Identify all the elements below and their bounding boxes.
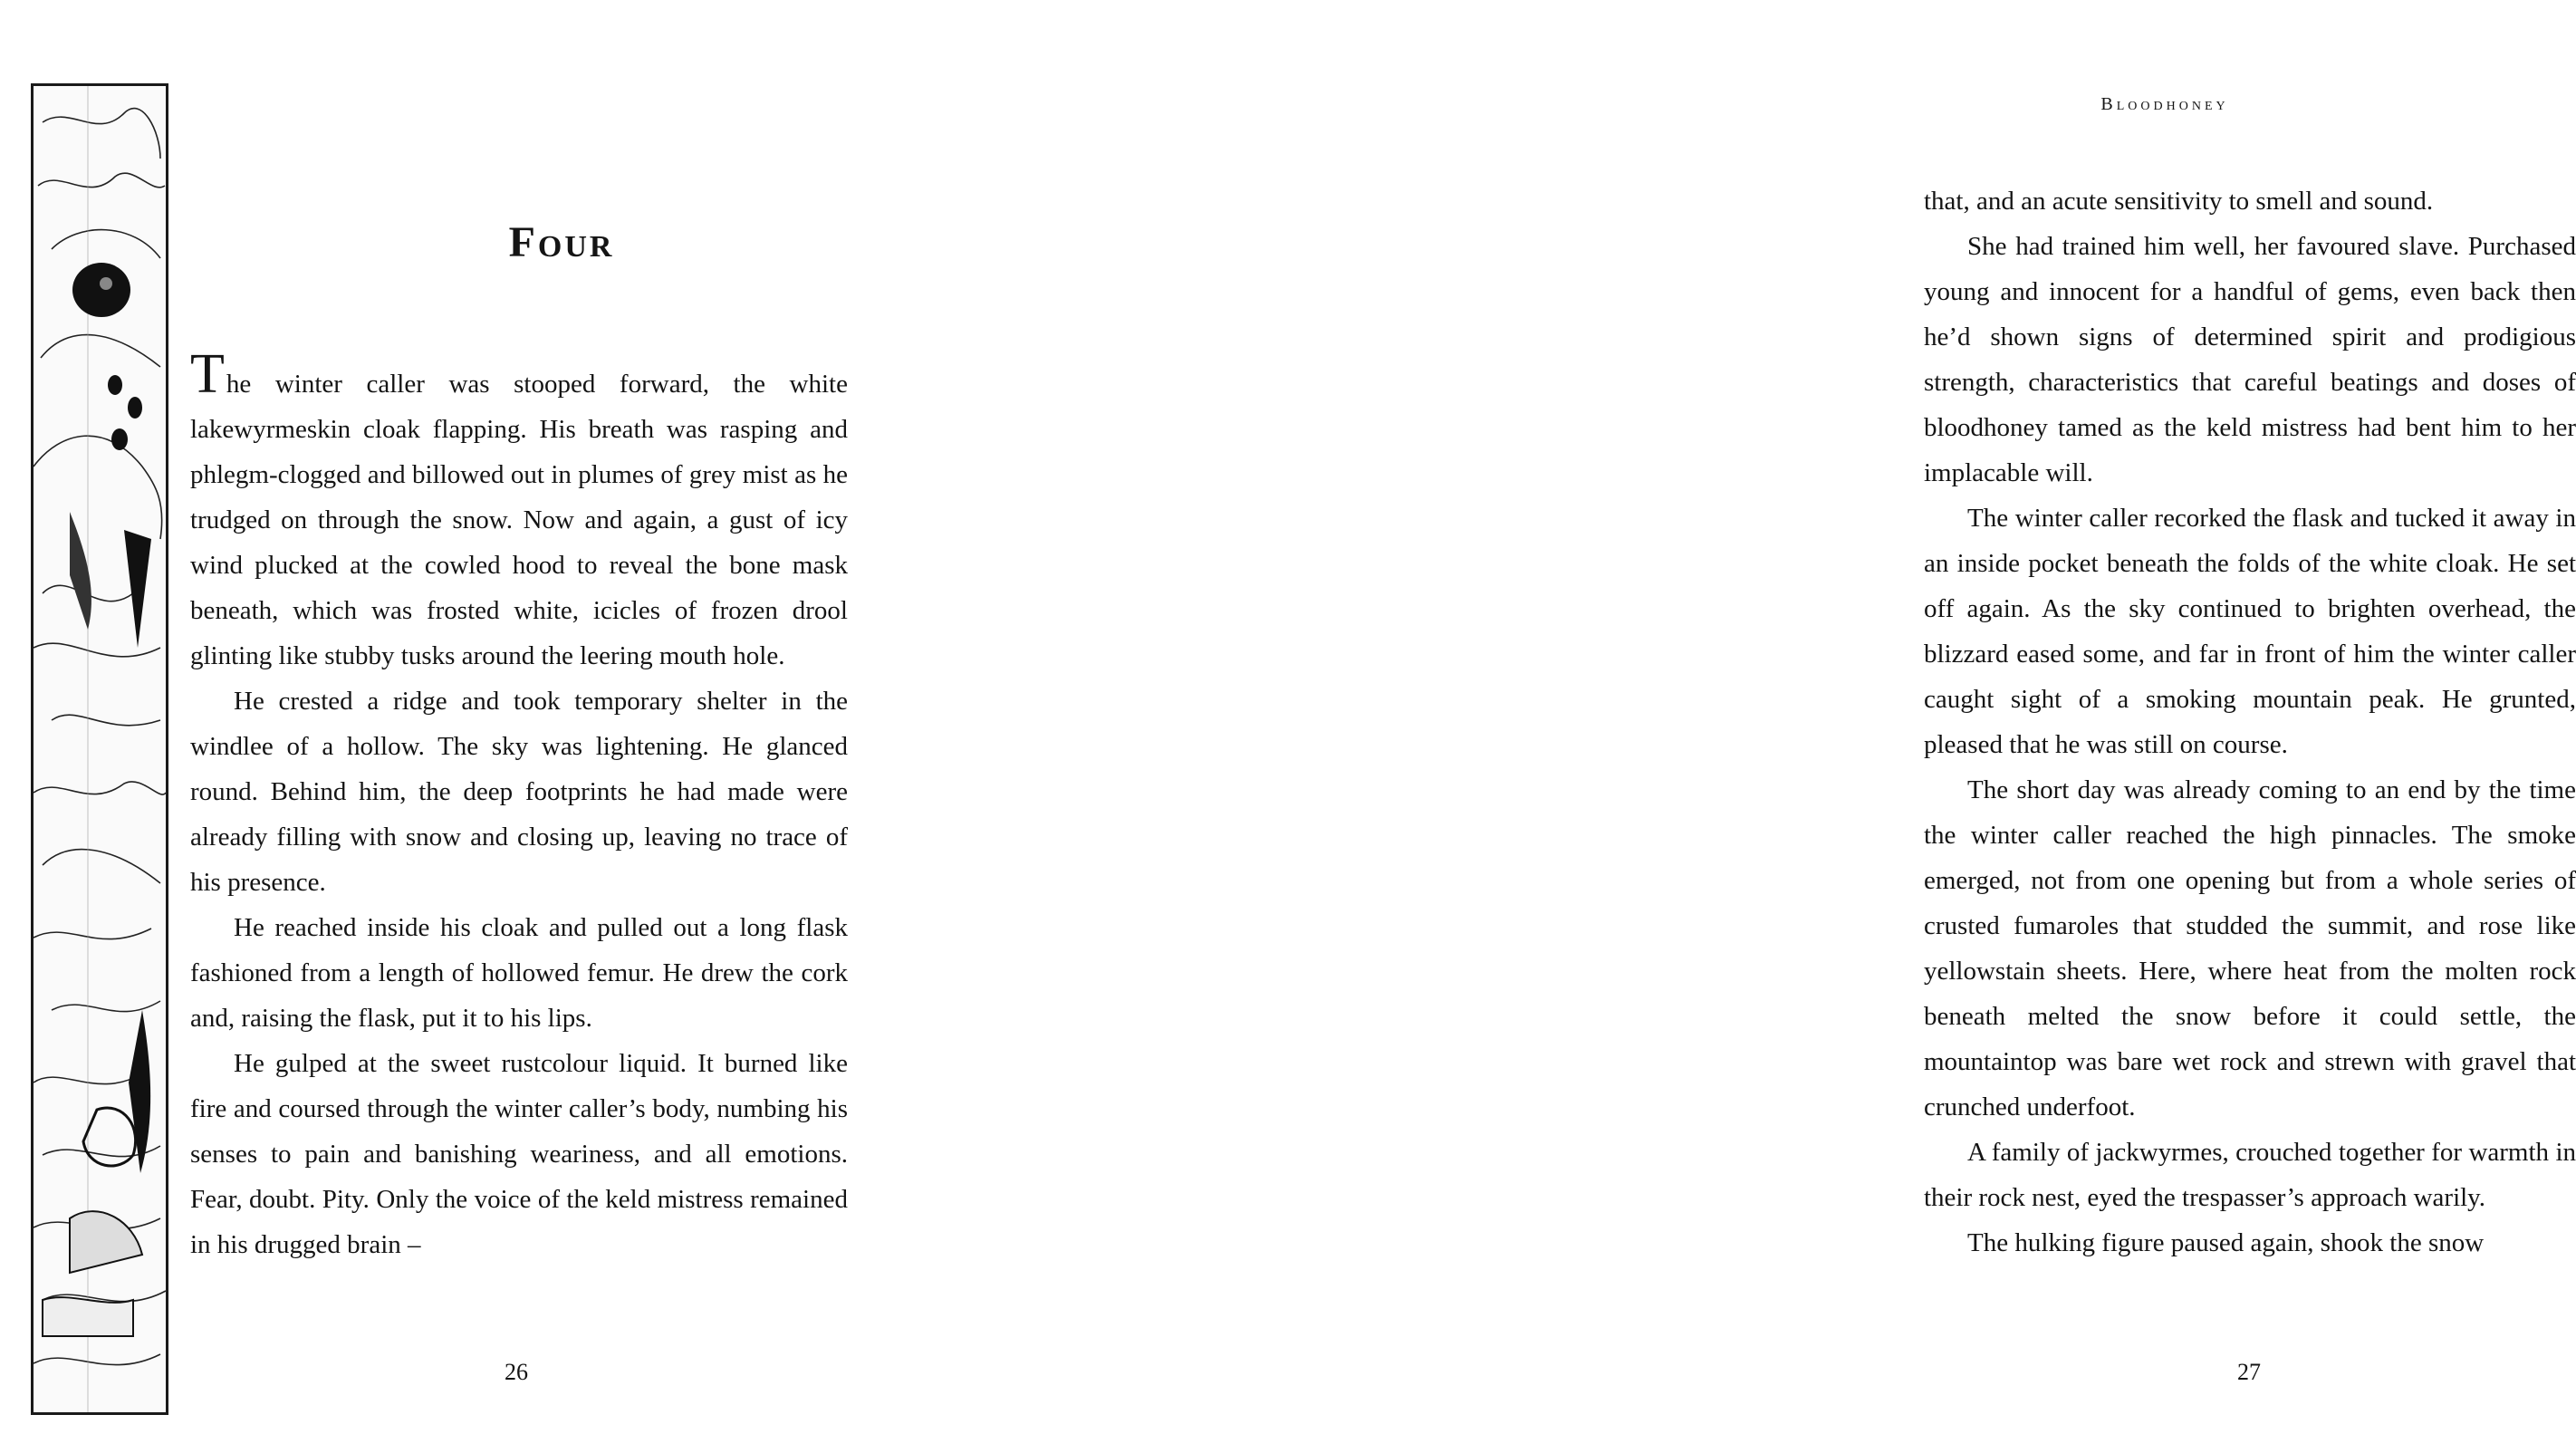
left-text-block: [190, 343, 848, 1267]
drop-cap: T: [190, 343, 225, 405]
creature-illustration-icon: [34, 86, 166, 1412]
paragraph: He crested a ridge and took temporary shelter in the windlee of a hollow. The sky was lightening. He glanced round. Behind him, the deep footprints he had made were already filling with snow and closing up, leaving no trace of his presence.: [190, 687, 848, 897]
paragraph: [190, 343, 848, 679]
paragraph: The short day was already coming to an end by the time the winter caller reached the high pinnacles. The smoke emerged, not from one opening but from a whole series of crusted fumaroles that studded the summit, and rose like yellowstain sheets. Here, where heat from the molten rock beneath melted the snow before it could settle, the mountaintop was bare wet rock and strewn with gravel that crunched underfoot.: [1924, 775, 2576, 1121]
paragraph: The hulking figure paused again, shook the snow: [1967, 1228, 2485, 1257]
paragraph: that, and an acute sensitivity to smell and sound.: [1924, 187, 2434, 216]
paragraph: A family of jackwyrmes, crouched together for warmth in their rock nest, eyed the trespasser’s approach warily.: [1924, 1138, 2576, 1212]
right-text-block: [1924, 178, 2576, 1266]
page-number: 26: [505, 1359, 528, 1385]
chapter-title: Four: [508, 218, 615, 267]
paragraph: She had trained him well, her favoured slave. Purchased young and innocent for a handful of gems, even back then he’d shown signs of determined spirit and prodigious strength, characteristics that careful beatings and doses of bloodhoney tamed as the keld mistress had bent him to her implacable will.: [1924, 232, 2576, 487]
running-head: Bloodhoney: [2100, 94, 2229, 114]
paragraph: He gulped at the sweet rustcolour liquid. It burned like fire and coursed through the winter caller’s body, numbing his senses to pain and banishing weariness, and all emotions. Fear, doubt. Pity. Only the voice of the keld mistress remained in his drugged brain –: [190, 1049, 848, 1259]
left-page: [0, 0, 906, 1434]
paragraph: The winter caller recorked the flask and tucked it away in an inside pocket beneath the folds of the white cloak. He set off again. As the sky continued to brighten overhead, the blizzard eased some, and far in front of him the winter caller caught sight of a smoking mountain peak. He grunted, pleased that he was still on course.: [1924, 504, 2576, 759]
border-illustration: [31, 83, 168, 1415]
paragraph: He reached inside his cloak and pulled out a long flask fashioned from a length of hollowed femur. He drew the cork and, raising the flask, put it to his lips.: [190, 913, 848, 1033]
paragraph-text: he winter caller was stooped forward, the white lakewyrmeskin cloak flapping. His breath was rasping and phlegm-clogged and billowed out in plumes of grey mist as he trudged on through the snow. Now and again, a gust of icy wind plucked at the cowled hood to reveal the bone mask beneath, which was frosted white, icicles of frozen drool glinting like stubby tusks around the leering mouth hole.: [190, 370, 848, 670]
right-page: [906, 0, 2576, 1434]
page-number: 27: [2237, 1359, 2261, 1385]
